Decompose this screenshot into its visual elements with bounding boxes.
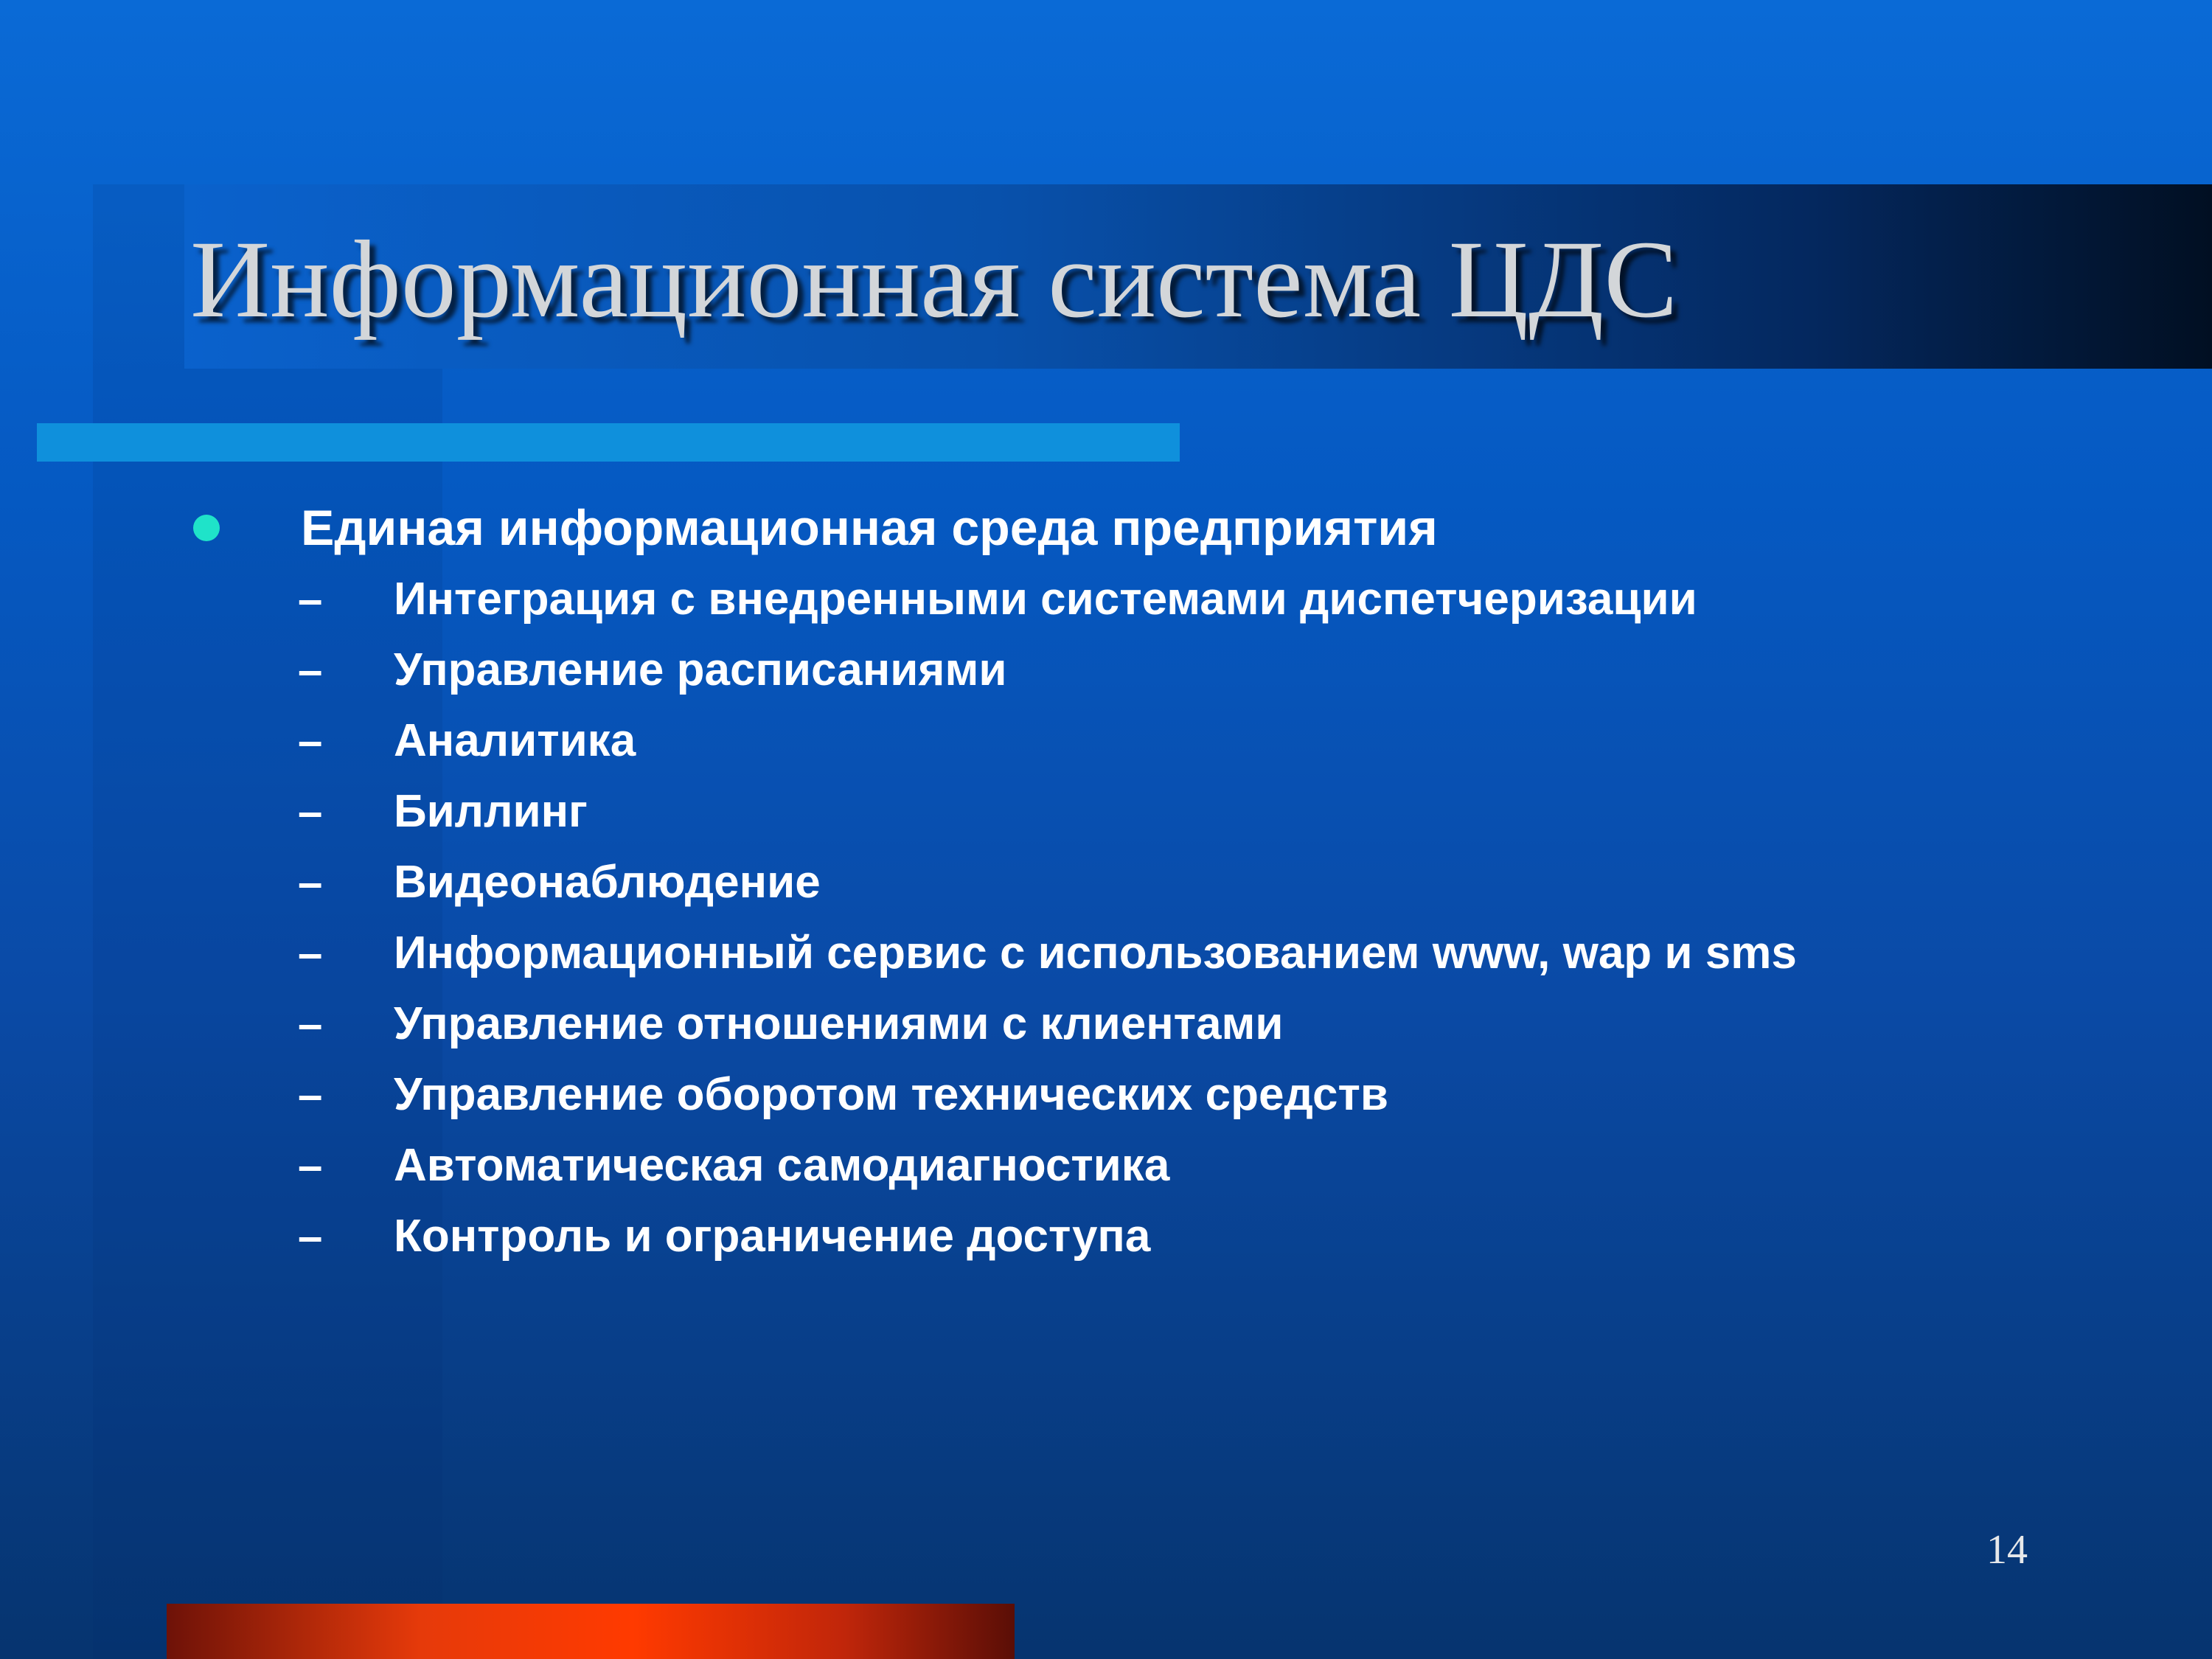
dash-icon: – xyxy=(298,1211,323,1261)
sub-bullet xyxy=(190,776,2107,846)
sub-bullet xyxy=(190,1059,2107,1130)
sub-bullet xyxy=(190,988,2107,1059)
sub-bullet-text: Управление расписаниями xyxy=(394,644,1007,695)
accent-bar xyxy=(37,423,1180,462)
page-number: 14 xyxy=(1986,1527,2028,1573)
sub-bullet-list xyxy=(190,563,2107,1271)
sub-bullet-text: Управление оборотом технических средств xyxy=(394,1068,1388,1120)
dash-icon: – xyxy=(298,786,323,836)
sub-bullet-text: Информационный сервис с использованием www, wap и sms xyxy=(394,927,1797,978)
main-bullet xyxy=(190,493,2107,563)
sub-bullet-text: Биллинг xyxy=(394,785,588,837)
bullet-dot-icon xyxy=(193,515,220,541)
dash-icon: – xyxy=(298,574,323,624)
sub-bullet-text: Видеонаблюдение xyxy=(394,856,821,908)
dash-icon: – xyxy=(298,644,323,695)
sub-bullet-text: Автоматическая самодиагностика xyxy=(394,1139,1170,1191)
page-title: Информационная система ЦДС xyxy=(190,218,1678,341)
sub-bullet xyxy=(190,846,2107,917)
sub-bullet xyxy=(190,1200,2107,1271)
sub-bullet-text: Интеграция с внедренными системами диспетчеризации xyxy=(394,573,1697,625)
sub-bullet xyxy=(190,1130,2107,1200)
sub-bullet xyxy=(190,917,2107,988)
dash-icon: – xyxy=(298,928,323,978)
dash-icon: – xyxy=(298,1069,323,1119)
dash-icon: – xyxy=(298,998,323,1048)
sub-bullet-text: Аналитика xyxy=(394,714,636,766)
dash-icon: – xyxy=(298,857,323,907)
sub-bullet xyxy=(190,705,2107,776)
sub-bullet-text: Контроль и ограничение доступа xyxy=(394,1210,1151,1262)
dash-icon: – xyxy=(298,1140,323,1190)
slide-content xyxy=(190,493,2107,1271)
sub-bullet-text: Управление отношениями с клиентами xyxy=(394,998,1284,1049)
main-bullet-text: Единая информационная среда предприятия xyxy=(301,500,1438,556)
dash-icon: – xyxy=(298,715,323,765)
sub-bullet xyxy=(190,563,2107,634)
bottom-accent-bar xyxy=(167,1604,1015,1659)
sub-bullet xyxy=(190,634,2107,705)
